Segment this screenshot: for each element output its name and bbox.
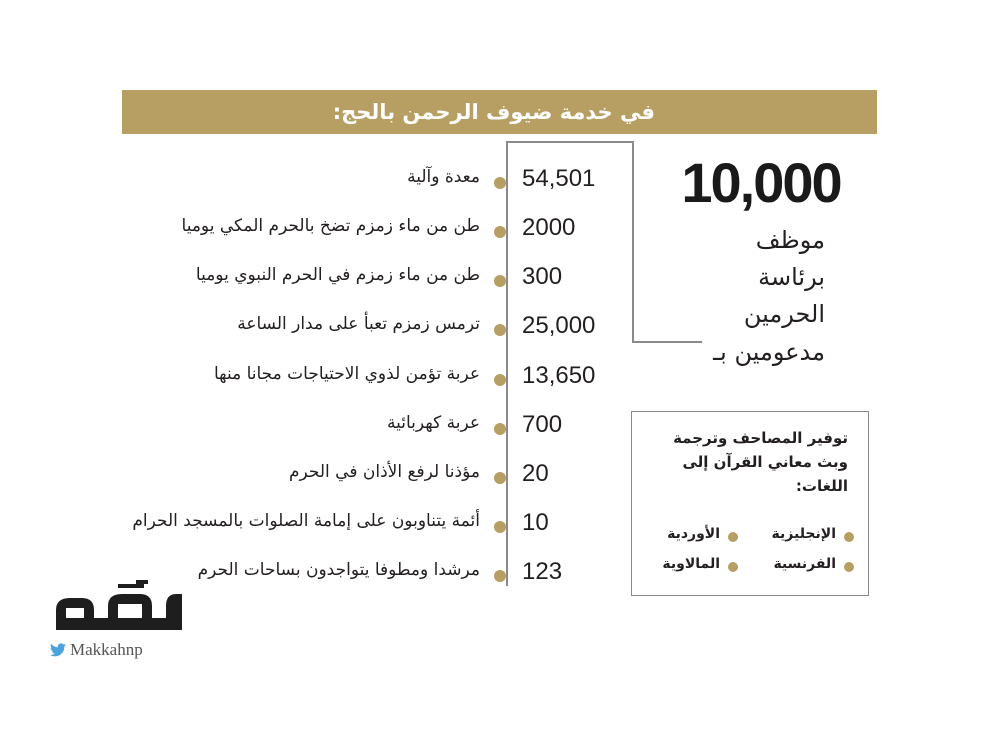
bullet-dot-icon: [844, 562, 854, 572]
stat-description: طن من ماء زمزم في الحرم النبوي يوميا: [195, 265, 480, 285]
stat-description: مؤذنا لرفع الأذان في الحرم: [289, 462, 480, 482]
stat-row: [130, 362, 596, 402]
social-handle-text: Makkahnp: [70, 640, 143, 659]
stat-description: معدة وآلية: [407, 167, 480, 187]
stat-description: أئمة يتناوبون على إمامة الصلوات بالمسجد الحرام: [132, 511, 480, 531]
stat-value: 13,650: [522, 362, 596, 389]
social-handle[interactable]: [50, 640, 143, 660]
stat-description: عربة تؤمن لذوي الاحتياجات مجانا منها: [213, 364, 480, 384]
language-item: المالاوية: [662, 556, 720, 572]
staff-caption-line: الحرمين: [743, 300, 825, 329]
bullet-dot-icon: [844, 532, 854, 542]
stat-description: مرشدا ومطوفا يتواجدون بساحات الحرم: [197, 560, 480, 580]
languages-title: توفير المصاحف وترجمة وبث معاني القرآن إلى اللغات:: [673, 429, 848, 495]
stat-value: 25,000: [522, 312, 596, 339]
staff-caption-line: موظف: [755, 226, 825, 254]
header-bar: [122, 90, 877, 134]
stat-description: عربة كهربائية: [387, 413, 480, 433]
stat-description: طن من ماء زمزم تضخ بالحرم المكي يوميا: [181, 216, 480, 236]
bullet-dot-icon: [494, 275, 506, 287]
stat-row: [130, 165, 596, 205]
staff-count: 10,000: [681, 151, 841, 214]
staff-caption-line: برئاسة: [758, 263, 825, 292]
stat-value: 10: [522, 509, 549, 536]
stat-row: [130, 460, 590, 500]
bullet-dot-icon: [494, 423, 506, 435]
bullet-dot-icon: [494, 570, 506, 582]
bullet-dot-icon: [494, 521, 506, 533]
stat-row: [130, 558, 590, 598]
stat-row: [130, 214, 590, 254]
connector-line-top: [506, 141, 633, 143]
bullet-dot-icon: [494, 226, 506, 238]
makkah-logo: [48, 580, 188, 640]
bullet-dot-icon: [494, 472, 506, 484]
language-item: الفرنسية: [773, 556, 836, 572]
connector-line-vertical: [632, 141, 634, 342]
stat-value: 54,501: [522, 165, 596, 192]
stat-row: [130, 411, 590, 451]
stat-row: [130, 509, 590, 549]
languages-box: [631, 411, 869, 596]
staff-caption: [690, 222, 825, 371]
stat-value: 700: [522, 411, 563, 438]
language-item: الإنجليزية: [771, 526, 836, 542]
bullet-dot-icon: [494, 324, 506, 336]
twitter-icon: [50, 643, 66, 657]
bullet-dot-icon: [728, 532, 738, 542]
stat-value: 123: [522, 558, 563, 585]
stat-value: 2000: [522, 214, 576, 241]
bullet-dot-icon: [728, 562, 738, 572]
bullet-dot-icon: [494, 374, 506, 386]
stat-description: ترمس زمزم تعبأ على مدار الساعة: [237, 314, 480, 334]
stat-value: 300: [522, 263, 563, 290]
staff-caption-line: مدعومين بـ: [713, 337, 825, 366]
bullet-dot-icon: [494, 177, 506, 189]
header-title: في خدمة ضيوف الرحمن بالحج:: [332, 100, 655, 124]
language-item: الأوردية: [667, 526, 720, 542]
stat-row: [130, 312, 596, 352]
stat-row: [130, 263, 590, 303]
stat-value: 20: [522, 460, 549, 487]
